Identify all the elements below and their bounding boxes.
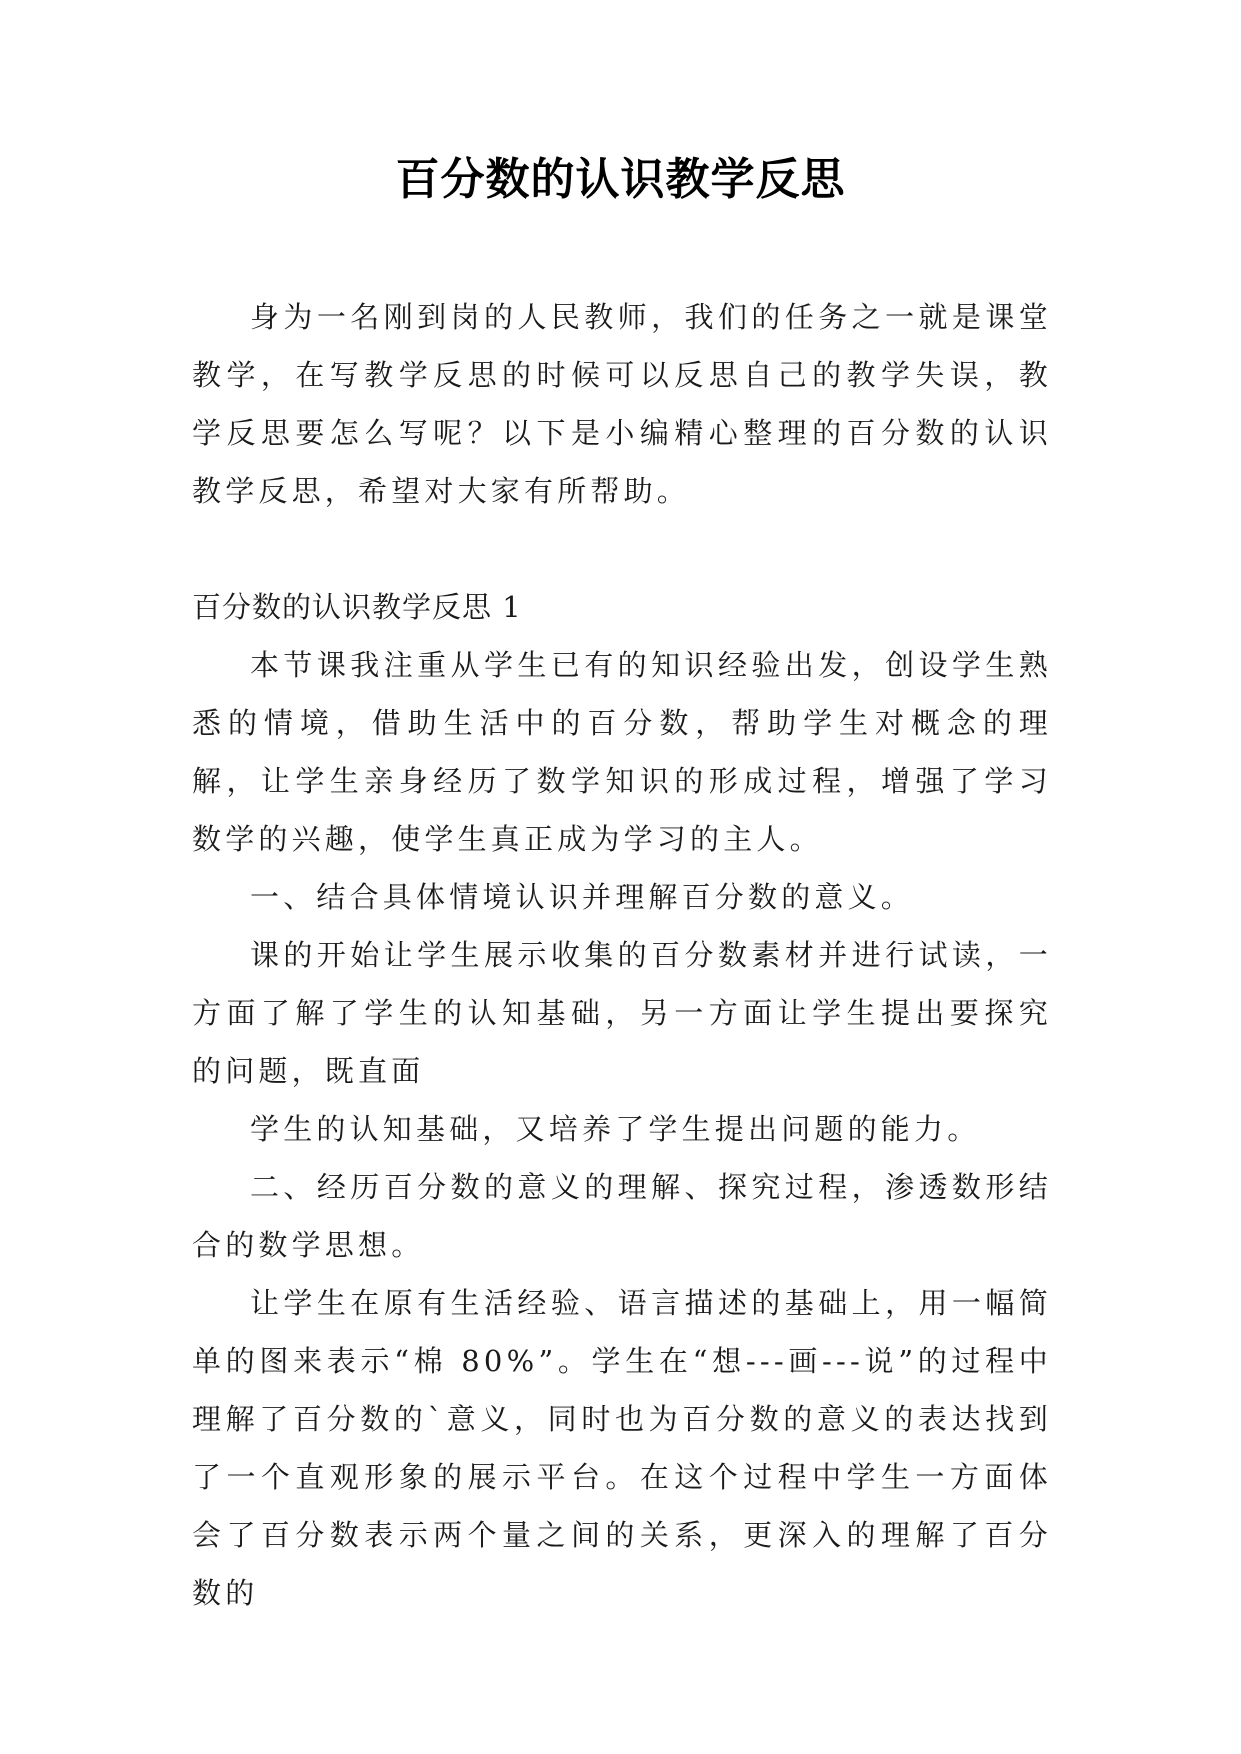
body-paragraph: 学生的认知基础，又培养了学生提出问题的能力。 [250, 1112, 981, 1146]
point-heading-1: 一、结合具体情境认识并理解百分数的意义。 [250, 880, 915, 914]
document-body [192, 288, 1052, 1622]
body-paragraph: 本节课我注重从学生已有的知识经验出发，创设学生熟悉的情境，借助生活中的百分数，帮助学生对概念的理解，让学生亲身经历了数学知识的形成过程，增强了学习数学的兴趣，使学生真正成为学习的主人。 [192, 648, 1052, 856]
point-heading-2: 二、经历百分数的意义的理解、探究过程，渗透数形结合的数学思想。 [192, 1170, 1052, 1262]
body-paragraph: 让学生在原有生活经验、语言描述的基础上，用一幅简单的图来表示“棉 80%”。学生在“想---画---说”的过程中理解了百分数的`意义，同时也为百分数的意义的表达找到了一个直观形象的展示平台。在这个过程中学生一方面体会了百分数表示两个量之间的关系，更深入的理解了百分数的 [192, 1286, 1052, 1610]
intro-paragraph: 身为一名刚到岗的人民教师，我们的任务之一就是课堂教学，在写教学反思的时候可以反思自己的教学失误，教学反思要怎么写呢？以下是小编精心整理的百分数的认识教学反思，希望对大家有所帮助。 [192, 300, 1052, 508]
body-paragraph: 课的开始让学生展示收集的百分数素材并进行试读，一方面了解了学生的认知基础，另一方面让学生提出要探究的问题，既直面 [192, 938, 1052, 1088]
document-title: 百分数的认识教学反思 [395, 154, 846, 205]
section-heading: 百分数的认识教学反思 1 [192, 590, 522, 624]
